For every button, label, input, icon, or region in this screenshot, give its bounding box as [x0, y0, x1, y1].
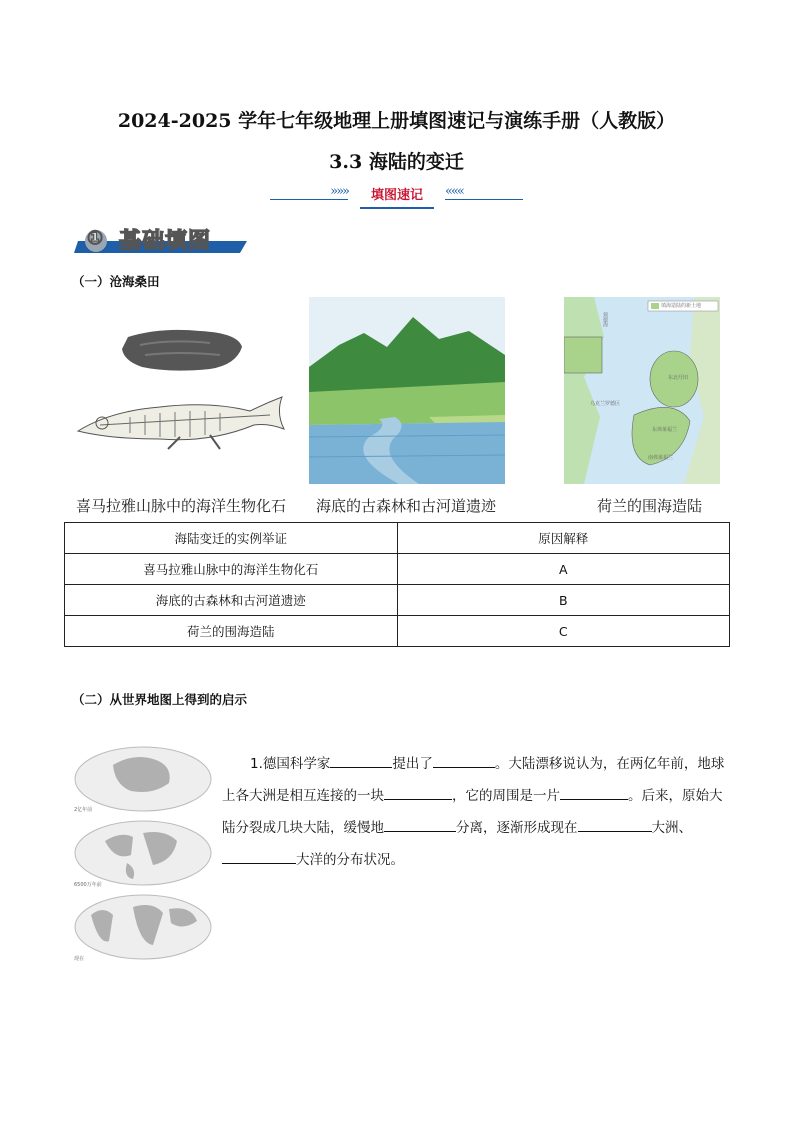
globe-label-now: 现在: [74, 956, 85, 962]
caption-netherlands: 荷兰的围海造陆: [597, 497, 703, 515]
question-text: 1.德国科学家: [250, 756, 331, 772]
question-text: 大洲、: [651, 820, 692, 836]
table-cell: A: [397, 554, 730, 585]
map-label-northeast: 东北圩田: [668, 375, 689, 381]
table-header-cell: 海陆变迁的实例举证: [65, 523, 398, 554]
continental-drift-question: [222, 748, 732, 876]
banner-label: 填图速记: [360, 184, 434, 209]
answer-blank-scientist[interactable]: [330, 753, 392, 768]
page-title: 2024-2025 学年七年级地理上册填图速记与演练手册（人教版）: [117, 110, 676, 132]
map-label-region: 乌克兰罗德区: [590, 401, 621, 407]
question-text: 。大陆漂移说认为，在两亿年前，地球上各大洲是相互连接的一块: [222, 756, 725, 804]
table-header-row: [65, 523, 730, 554]
question-text: 提出了: [392, 756, 433, 772]
fossil-image: [70, 325, 290, 455]
answer-blank-theory[interactable]: [433, 753, 495, 768]
evidence-table: [64, 522, 730, 647]
table-cell: 喜马拉雅山脉中的海洋生物化石: [65, 554, 398, 585]
netherlands-reclamation-map: [564, 297, 720, 484]
question-text: ，它的周围是一片: [452, 788, 560, 804]
section-number: ①: [87, 227, 104, 249]
map-label-south: 南弗莱福兰: [648, 455, 674, 461]
answer-blank-continent[interactable]: [384, 785, 452, 800]
answer-blank-ocean-count[interactable]: [222, 849, 296, 864]
table-cell: C: [397, 616, 730, 647]
globe-label-200m: 2亿年前: [74, 807, 93, 813]
ancient-forest-river-image: [309, 297, 505, 484]
part2-heading: （二）从世界地图上得到的启示: [72, 692, 248, 707]
caption-fossil: 喜马拉雅山脉中的海洋生物化石: [76, 497, 287, 515]
question-text: 。后来，原始大陆分裂成几块大陆，缓慢地: [222, 788, 723, 836]
globe-label-65m: 6500万年前: [74, 882, 102, 888]
table-row: [65, 616, 730, 647]
map-label-east: 东弗莱福兰: [652, 427, 678, 433]
table-header-cell: 原因解释: [397, 523, 730, 554]
banner-left-arrows: »»»: [270, 184, 348, 200]
section-title: 基础填图: [119, 229, 212, 254]
map-label-lake: 须德海: [602, 312, 608, 327]
table-row: [65, 585, 730, 616]
part1-heading: （一）沧海桑田: [72, 274, 160, 289]
banner-right-arrows: «««: [445, 184, 523, 200]
answer-blank-ocean[interactable]: [560, 785, 628, 800]
caption-forest: 海底的古森林和古河道遗迹: [316, 497, 497, 515]
page-subtitle: 3.3 海陆的变迁: [329, 151, 464, 173]
table-row: [65, 554, 730, 585]
question-text: 大洋的分布状况。: [296, 852, 404, 868]
question-text: 分离，逐渐形成现在: [456, 820, 578, 836]
answer-blank-continent-count[interactable]: [578, 817, 652, 832]
table-cell: 荷兰的围海造陆: [65, 616, 398, 647]
continental-drift-globes: [73, 745, 213, 965]
answer-blank-drift[interactable]: [384, 817, 456, 832]
banner: [270, 184, 523, 206]
map-legend-text: 填海造陆的新土地: [661, 303, 702, 309]
section-header: [72, 229, 247, 254]
table-cell: B: [397, 585, 730, 616]
table-cell: 海底的古森林和古河道遗迹: [65, 585, 398, 616]
